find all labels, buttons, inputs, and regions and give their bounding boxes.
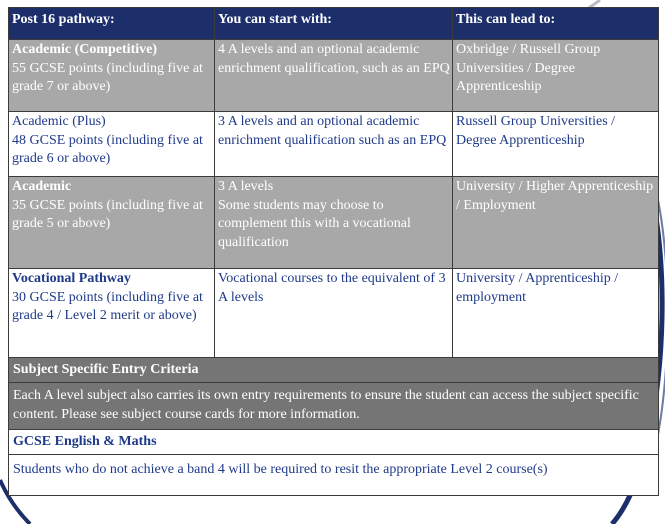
gcse-heading-row — [9, 430, 659, 455]
pathway-requirement: 30 GCSE points (including five at grade 4 / Level 2 merit or above) — [12, 289, 203, 323]
start-with-cell — [215, 40, 453, 112]
subject-criteria-heading-row — [9, 358, 659, 383]
start-with-cell — [215, 269, 453, 358]
start-with-cell — [215, 112, 453, 177]
pathway-cell — [9, 177, 215, 269]
pathway-title: Academic (Plus) — [12, 114, 106, 129]
subject-criteria-body-row — [9, 383, 659, 430]
subject-criteria-text: Each A level subject also carries its own entry requirements to ensure the student can access the subject specific content. Please see subject course cards for more information. — [9, 383, 659, 430]
start-with-text: 3 A levels and an optional academic enrichment qualification such as an EPQ — [218, 114, 447, 148]
gcse-heading: GCSE English & Maths — [9, 430, 659, 455]
header-start-with: You can start with: — [215, 8, 453, 40]
lead-to-cell: University / Higher Apprenticeship / Employment — [453, 177, 659, 269]
table-row — [9, 112, 659, 177]
pathway-requirement: 48 GCSE points (including five at grade 6 or above) — [12, 132, 203, 166]
pathway-cell — [9, 112, 215, 177]
subject-criteria-heading: Subject Specific Entry Criteria — [9, 358, 659, 383]
pathway-requirement: 35 GCSE points (including five at grade 5 or above) — [12, 197, 203, 231]
lead-to-cell: Russell Group Universities / Degree Apprenticeship — [453, 112, 659, 177]
header-pathway: Post 16 pathway: — [9, 8, 215, 40]
table-row — [9, 269, 659, 358]
header-lead-to: This can lead to: — [453, 8, 659, 40]
table-row — [9, 177, 659, 269]
start-with-cell — [215, 177, 453, 269]
gcse-text: Students who do not achieve a band 4 will be required to resit the appropriate Level 2 course(s) — [9, 455, 659, 496]
start-with-text: 3 A levels — [218, 179, 274, 194]
pathway-title: Vocational Pathway — [12, 271, 131, 286]
pathway-table — [8, 7, 659, 496]
gcse-body-row — [9, 455, 659, 496]
pathway-title: Academic (Competitive) — [12, 42, 158, 57]
lead-to-cell: University / Apprenticeship / employment — [453, 269, 659, 358]
start-with-note: Some students may choose to complement this with a vocational qualification — [218, 197, 411, 250]
start-with-text: Vocational courses to the equivalent of 3 A levels — [218, 271, 446, 305]
pathway-cell — [9, 40, 215, 112]
lead-to-cell: Oxbridge / Russell Group Universities / Degree Apprenticeship — [453, 40, 659, 112]
pathway-title: Academic — [12, 179, 72, 194]
table-header-row — [9, 8, 659, 40]
pathway-cell — [9, 269, 215, 358]
table-row — [9, 40, 659, 112]
start-with-text: 4 A levels and an optional academic enrichment qualification, such as an EPQ — [218, 42, 450, 76]
pathway-requirement: 55 GCSE points (including five at grade 7 or above) — [12, 60, 203, 94]
